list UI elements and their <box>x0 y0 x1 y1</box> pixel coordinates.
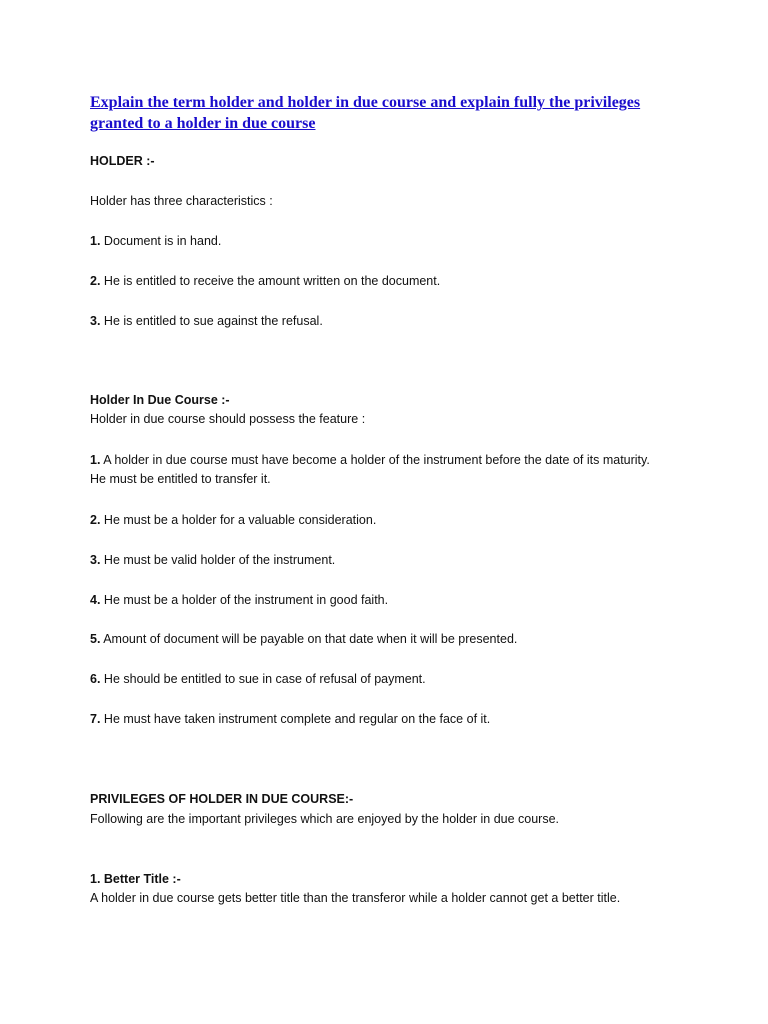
privileges-heading: PRIVILEGES OF HOLDER IN DUE COURSE:- <box>90 792 354 806</box>
item-number: 1. <box>90 453 101 467</box>
title-line-2[interactable]: granted to a holder in due course <box>90 115 316 132</box>
item-text: A holder in due course must have become a holder of the instrument before the date of its maturity. <box>100 453 650 467</box>
hidc-intro: Holder in due course should possess the feature : <box>90 412 366 426</box>
item-number: 2. <box>90 274 101 288</box>
item-text: He must be a holder of the instrument in good faith. <box>100 593 389 607</box>
item-text: He is entitled to receive the amount written on the document. <box>100 274 441 288</box>
item-number: 1. <box>90 234 101 248</box>
item-text: He is entitled to sue against the refusal. <box>100 314 323 328</box>
title-line-1[interactable]: Explain the term holder and holder in due course and explain fully the privileges <box>90 94 641 111</box>
item-number: 3. <box>90 314 101 328</box>
item-text: Amount of document will be payable on that date when it will be presented. <box>100 632 518 646</box>
item-text: He must have taken instrument complete and regular on the face of it. <box>100 712 491 726</box>
privileges-intro: Following are the important privileges which are enjoyed by the holder in due course. <box>90 812 560 826</box>
hidc-item-7 <box>90 710 490 729</box>
item-text: He must be a holder for a valuable consideration. <box>100 513 377 527</box>
item-number: 4. <box>90 593 101 607</box>
privilege-1-text: A holder in due course gets better title than the transferor while a holder cannot get a better title. <box>90 891 621 905</box>
hidc-heading: Holder In Due Course :- <box>90 393 230 407</box>
document-page <box>90 92 710 905</box>
item-number: 7. <box>90 712 101 726</box>
holder-item-3 <box>90 312 323 331</box>
hidc-item-2 <box>90 511 376 530</box>
document-title-link[interactable] <box>90 92 710 134</box>
item-number: 6. <box>90 672 101 686</box>
holder-intro: Holder has three characteristics : <box>90 194 273 208</box>
privilege-1-heading: 1. Better Title :- <box>90 872 181 886</box>
item-number: 5. <box>90 632 101 646</box>
holder-heading: HOLDER :- <box>90 154 155 168</box>
hidc-item-5 <box>90 630 517 649</box>
holder-item-1 <box>90 232 221 251</box>
hidc-item-6 <box>90 670 426 689</box>
item-number: 3. <box>90 553 101 567</box>
item-number: 2. <box>90 513 101 527</box>
item-text: He must be valid holder of the instrument. <box>100 553 336 567</box>
item-text: Document is in hand. <box>100 234 222 248</box>
hidc-item-3 <box>90 551 335 570</box>
hidc-item-1 <box>90 451 650 470</box>
hidc-item-1-continuation: He must be entitled to transfer it. <box>90 472 271 486</box>
holder-item-2 <box>90 272 440 291</box>
item-text: He should be entitled to sue in case of refusal of payment. <box>100 672 426 686</box>
hidc-item-4 <box>90 591 388 610</box>
